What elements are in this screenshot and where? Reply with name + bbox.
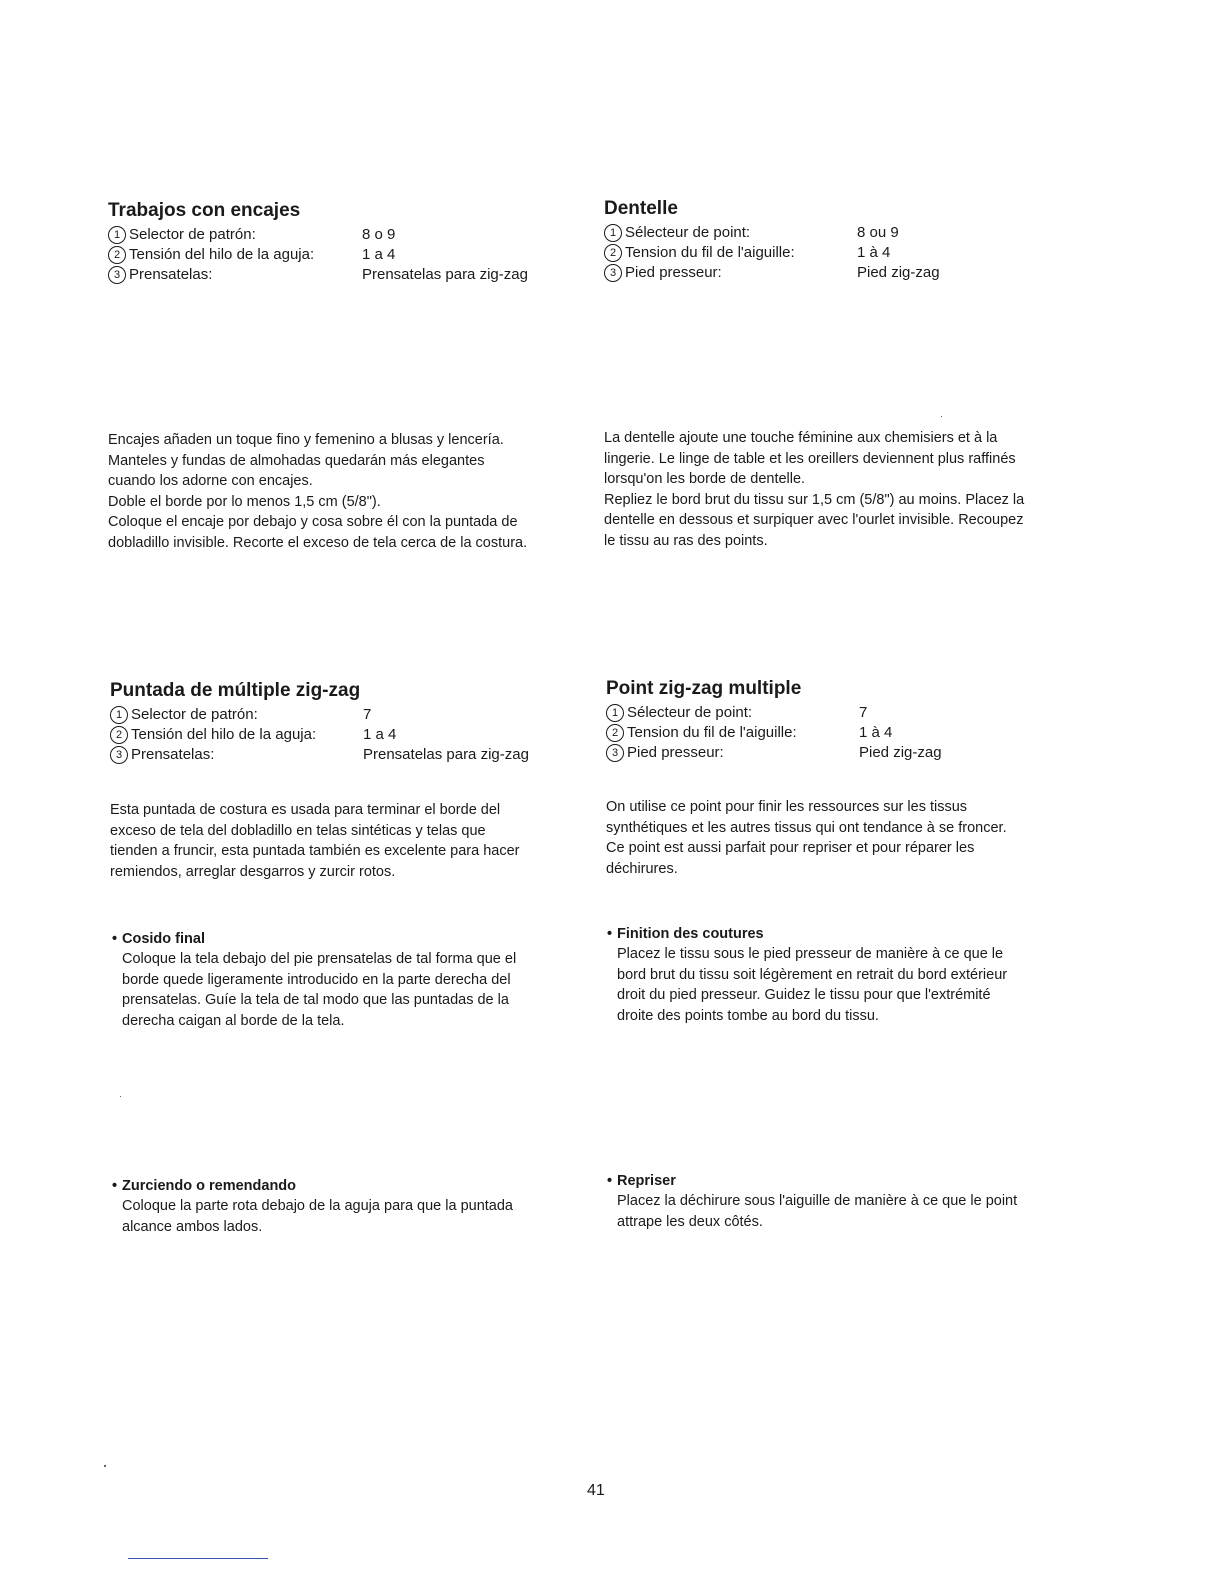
setting-value: 1 a 4 bbox=[362, 246, 396, 263]
text-line: Esta puntada de costura es usada para terminar el borde del bbox=[110, 802, 501, 818]
paragraph-es-multiple bbox=[110, 800, 590, 882]
text-line: Placez le tissu sous le pied presseur de manière à ce que le bbox=[617, 946, 1004, 962]
setting-label: Prensatelas: bbox=[129, 266, 213, 283]
text-line: lorsqu'on les borde de dentelle. bbox=[604, 471, 806, 487]
text-line: Repliez le bord brut du tissu sur 1,5 cm (5/8") au moins. Placez la bbox=[604, 491, 1025, 508]
circled-number-3: 3 bbox=[606, 744, 624, 762]
setting-row bbox=[604, 243, 1084, 263]
bullet-es-zurciendo bbox=[112, 1176, 592, 1237]
section-fr-multiple bbox=[606, 678, 1086, 763]
section-title: Dentelle bbox=[604, 198, 678, 219]
page-number: 41 bbox=[587, 1482, 605, 1499]
bullet-body bbox=[112, 1196, 592, 1237]
setting-label: Sélecteur de point: bbox=[627, 704, 753, 721]
setting-value: 1 a 4 bbox=[363, 726, 397, 743]
setting-value: 8 o 9 bbox=[362, 226, 396, 243]
text-line: prensatelas. Guíe la tela de tal modo que las puntadas de la bbox=[122, 992, 509, 1008]
circled-number-2: 2 bbox=[108, 246, 126, 264]
setting-row bbox=[606, 743, 1086, 763]
circled-number-1: 1 bbox=[108, 226, 126, 244]
text-line: droit du pied presseur. Guidez le tissu pour que l'extrémité bbox=[617, 987, 991, 1003]
settings-list bbox=[110, 705, 580, 765]
scan-speck bbox=[104, 1465, 106, 1467]
setting-row bbox=[604, 263, 1084, 283]
text-line: Placez la déchirure sous l'aiguille de manière à ce que le point bbox=[617, 1193, 1018, 1209]
text-line: cuando los adorne con encajes. bbox=[108, 473, 313, 489]
section-es-multiple bbox=[110, 680, 580, 765]
setting-value: 1 à 4 bbox=[857, 244, 891, 261]
bullet-title: Finition des coutures bbox=[617, 926, 764, 942]
bullet-title: Zurciendo o remendando bbox=[122, 1178, 297, 1194]
bullet-fr-repriser bbox=[607, 1171, 1087, 1232]
text-line: borde quede ligeramente introducido en la parte derecha del bbox=[122, 971, 511, 988]
bullet-title: Cosido final bbox=[122, 931, 205, 947]
setting-label: Selector de patrón: bbox=[131, 706, 258, 723]
setting-label: Pied presseur: bbox=[627, 744, 724, 761]
settings-list bbox=[604, 223, 1084, 283]
text-line: Encajes añaden un toque fino y femenino a blusas y lencería. bbox=[108, 432, 504, 448]
bullet-body bbox=[607, 944, 1087, 1026]
bullet-icon: • bbox=[607, 926, 613, 942]
setting-label: Sélecteur de point: bbox=[625, 224, 751, 241]
setting-row bbox=[108, 265, 578, 285]
setting-value: 7 bbox=[859, 704, 868, 721]
text-line: Coloque la tela debajo del pie prensatelas de tal forma que el bbox=[122, 951, 517, 967]
paragraph-fr-multiple bbox=[606, 797, 1086, 879]
text-line: alcance ambos lados. bbox=[122, 1218, 263, 1235]
text-line: le tissu au ras des points. bbox=[604, 532, 768, 549]
text-line: On utilise ce point pour finir les ressources sur les tissus bbox=[606, 799, 968, 815]
section-title: Point zig-zag multiple bbox=[606, 678, 802, 699]
text-line: derecha caigan al borde de la tela. bbox=[122, 1012, 345, 1029]
text-line: Coloque el encaje por debajo y cosa sobre él con la puntada de bbox=[108, 514, 518, 530]
text-line: bord brut du tissu soit légèrement en retrait du bord extérieur bbox=[617, 966, 1008, 983]
text-line: tienden a fruncir, esta puntada también es excelente para hacer bbox=[110, 843, 520, 859]
setting-row bbox=[110, 705, 580, 725]
circled-number-3: 3 bbox=[110, 746, 128, 764]
scan-speck bbox=[941, 416, 942, 417]
text-line: Ce point est aussi parfait pour repriser et pour réparer les bbox=[606, 840, 975, 856]
setting-label: Prensatelas: bbox=[131, 746, 215, 763]
text-line: droite des points tombe au bord du tissu. bbox=[617, 1007, 879, 1024]
bullet-icon: • bbox=[112, 1178, 118, 1194]
text-line: remiendos, arreglar desgarros y zurcir rotos. bbox=[110, 863, 396, 880]
circled-number-1: 1 bbox=[604, 224, 622, 242]
bullet-body bbox=[112, 949, 592, 1031]
text-line: lingerie. Le linge de table et les oreillers deviennent plus raffinés bbox=[604, 450, 1016, 467]
setting-value: Prensatelas para zig-zag bbox=[362, 266, 528, 283]
text-line: exceso de tela del dobladillo en telas sintéticas y telas que bbox=[110, 822, 486, 839]
paragraph-fr-dentelle bbox=[604, 428, 1084, 551]
circled-number-3: 3 bbox=[108, 266, 126, 284]
paragraph-es-encajes bbox=[108, 430, 588, 553]
setting-value: Pied zig-zag bbox=[857, 264, 940, 281]
bullet-fr-finition bbox=[607, 924, 1087, 1026]
bullet-icon: • bbox=[607, 1173, 613, 1189]
circled-number-3: 3 bbox=[604, 264, 622, 282]
setting-label: Tension du fil de l'aiguille: bbox=[627, 724, 797, 741]
bullet-es-cosido bbox=[112, 929, 592, 1031]
circled-number-1: 1 bbox=[606, 704, 624, 722]
circled-number-2: 2 bbox=[110, 726, 128, 744]
setting-row bbox=[606, 703, 1086, 723]
setting-label: Tensión del hilo de la aguja: bbox=[131, 726, 317, 743]
setting-value: 7 bbox=[363, 706, 372, 723]
setting-row bbox=[110, 745, 580, 765]
setting-row bbox=[108, 245, 578, 265]
text-line: synthétiques et les autres tissus qui ont tendance à se froncer. bbox=[606, 819, 1007, 836]
setting-row bbox=[108, 225, 578, 245]
setting-value: 1 à 4 bbox=[859, 724, 893, 741]
bullet-body bbox=[607, 1191, 1087, 1232]
text-line: dentelle en dessous et surpiquer avec l'ourlet invisible. Recoupez bbox=[604, 512, 1024, 528]
setting-value: Pied zig-zag bbox=[859, 744, 942, 761]
circled-number-2: 2 bbox=[606, 724, 624, 742]
setting-label: Tension du fil de l'aiguille: bbox=[625, 244, 795, 261]
setting-row bbox=[110, 725, 580, 745]
settings-list bbox=[108, 225, 578, 285]
settings-list bbox=[606, 703, 1086, 763]
bullet-title: Repriser bbox=[617, 1173, 676, 1189]
text-line: déchirures. bbox=[606, 860, 678, 877]
scan-speck bbox=[120, 1096, 121, 1097]
text-line: La dentelle ajoute une touche féminine aux chemisiers et à la bbox=[604, 430, 998, 446]
setting-label: Selector de patrón: bbox=[129, 226, 256, 243]
setting-label: Pied presseur: bbox=[625, 264, 722, 281]
circled-number-1: 1 bbox=[110, 706, 128, 724]
text-line: Manteles y fundas de almohadas quedarán más elegantes bbox=[108, 452, 485, 469]
text-line: Doble el borde por lo menos 1,5 cm (5/8"). bbox=[108, 493, 381, 510]
text-line: attrape les deux côtés. bbox=[617, 1213, 763, 1230]
setting-value: Prensatelas para zig-zag bbox=[363, 746, 529, 763]
setting-row bbox=[606, 723, 1086, 743]
footer-rule bbox=[128, 1558, 268, 1559]
setting-row bbox=[604, 223, 1084, 243]
bullet-icon: • bbox=[112, 931, 118, 947]
setting-value: 8 ou 9 bbox=[857, 224, 899, 241]
text-line: Coloque la parte rota debajo de la aguja para que la puntada bbox=[122, 1198, 513, 1214]
circled-number-2: 2 bbox=[604, 244, 622, 262]
section-es-encajes bbox=[108, 200, 578, 285]
section-title: Trabajos con encajes bbox=[108, 200, 301, 221]
section-fr-dentelle bbox=[604, 198, 1084, 283]
section-title: Puntada de múltiple zig-zag bbox=[110, 680, 361, 701]
setting-label: Tensión del hilo de la aguja: bbox=[129, 246, 315, 263]
text-line: dobladillo invisible. Recorte el exceso de tela cerca de la costura. bbox=[108, 534, 528, 551]
